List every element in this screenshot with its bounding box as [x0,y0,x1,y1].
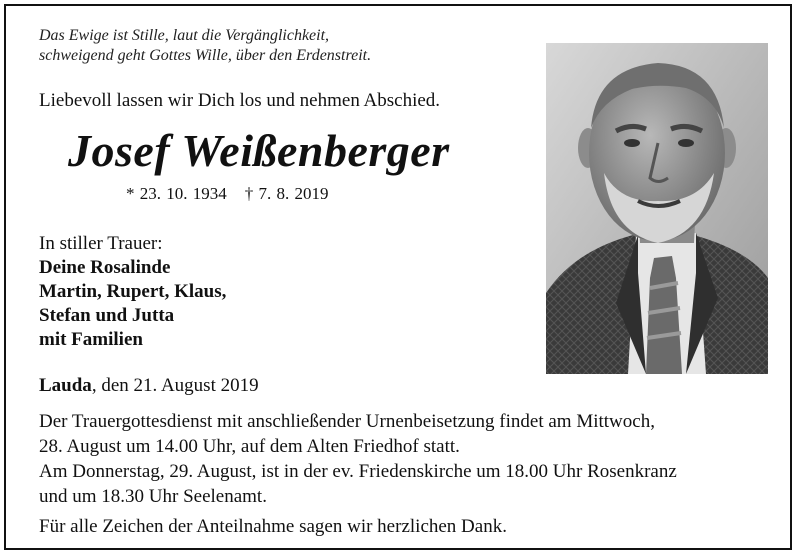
farewell-intro: Liebevoll lassen wir Dich los und nehmen Abschied. [39,90,441,111]
service-line: und um 18.30 Uhr Seelenamt. [39,486,267,507]
service-line: Der Trauergottesdienst mit anschließender Urnenbeisetzung findet am Mittwoch, [39,411,655,432]
mourner-line: Martin, Rupert, Klaus, [39,281,227,302]
mourner-line: Stefan und Jutta [39,305,175,326]
mourners-label: In stiller Trauer: [39,233,163,254]
place-and-date [39,375,259,397]
life-dates [126,184,329,204]
notice-date: , den 21. August 2019 [91,375,259,396]
service-line: 28. August um 14.00 Uhr, auf dem Alten Friedhof statt. [39,436,460,457]
mourners-block [39,232,226,352]
thanks-line: Für alle Zeichen der Anteilnahme sagen wir herzlichen Dank. [39,516,507,537]
quote-line-2: schweigend geht Gottes Wille, über den Erdenstreit. [39,47,372,64]
memorial-quote [39,26,371,66]
mourner-line: Deine Rosalinde [39,257,171,278]
place-name: Lauda [39,375,92,396]
obituary-notice [4,4,792,550]
death-date: † 7. 8. 2019 [244,184,329,203]
birth-date: * 23. 10. 1934 [126,184,227,203]
service-line: Am Donnerstag, 29. August, ist in der ev. Friedenskirche um 18.00 Uhr Rosenkranz [39,461,677,482]
deceased-name: Josef Weißenberger [68,125,450,176]
portrait-photo [546,43,768,374]
quote-line-1: Das Ewige ist Stille, laut die Vergänglichkeit, [39,27,330,44]
service-details [39,409,779,509]
mourner-line: mit Familien [39,329,143,350]
